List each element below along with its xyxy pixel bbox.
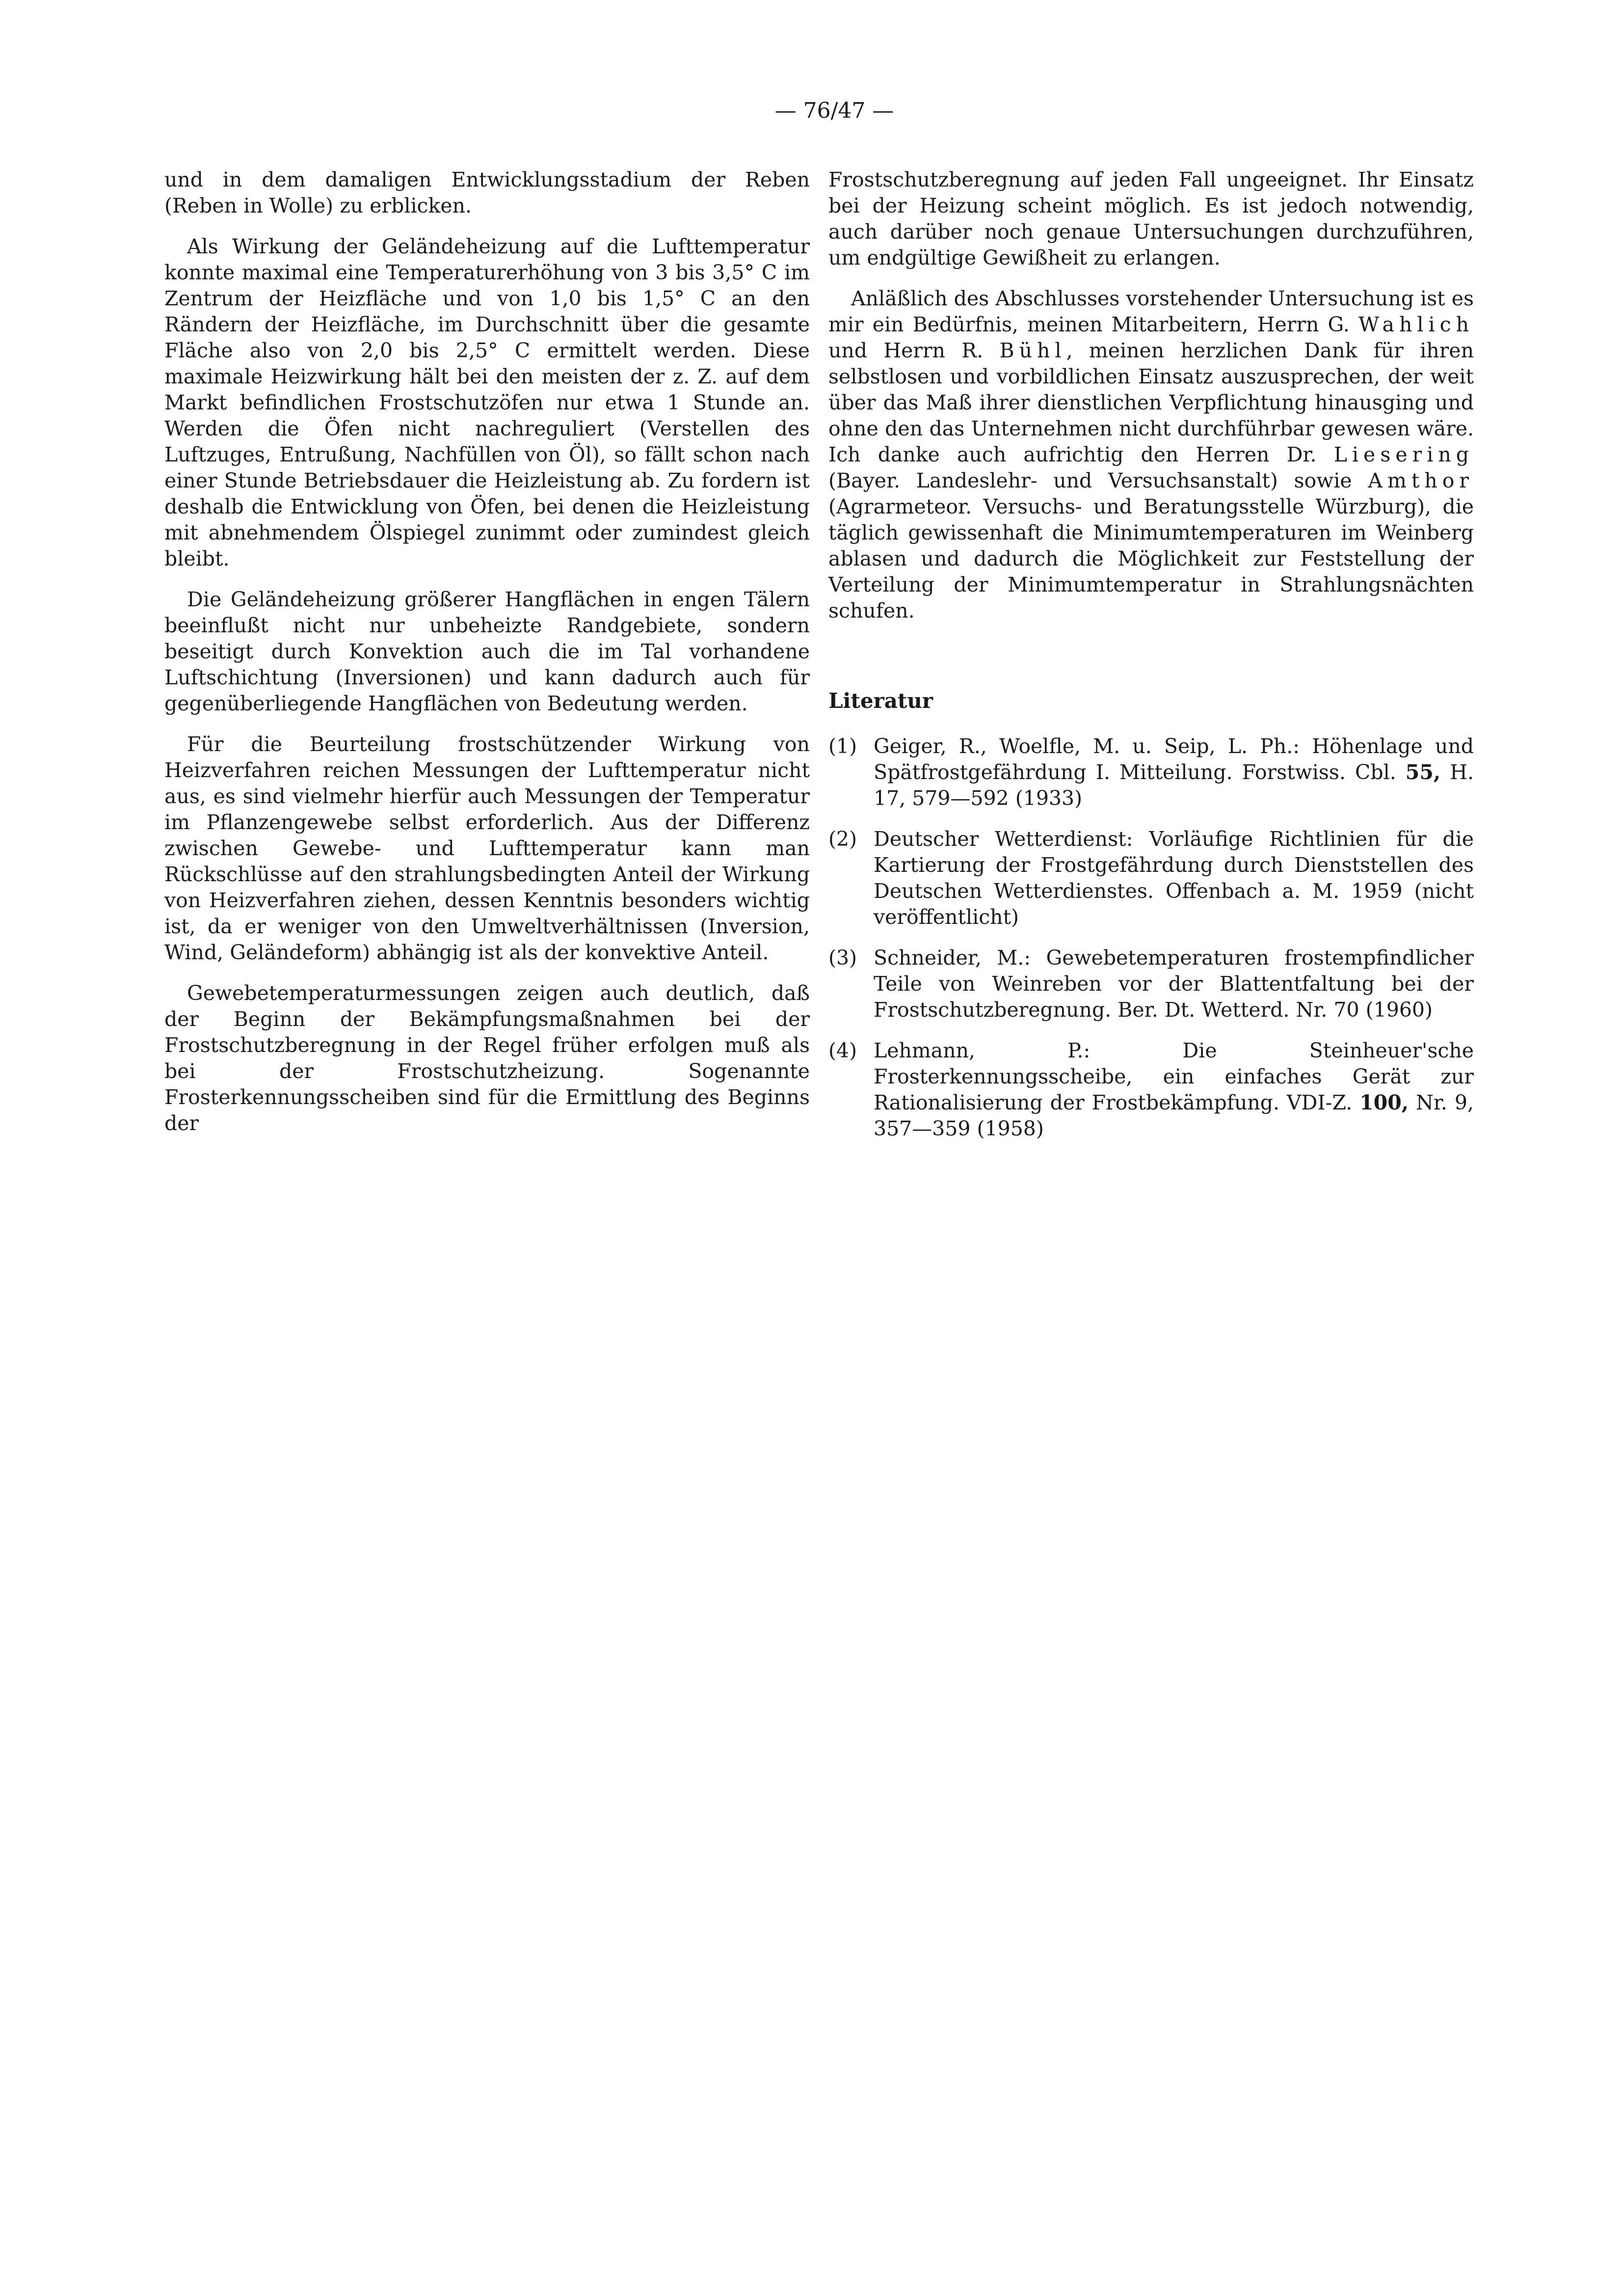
reference-text: Schneider, M.: Gewebetemperaturen frostempfindlicher Teile von Weinreben vor der Blattentfaltung bei der Frostschutzberegnung. Ber. Dt. Wetterd. Nr. 70 (1960) bbox=[874, 946, 1474, 1022]
text-run: Anläßlich des Abschlusses vorstehender Untersuchung ist es mir ein Bedürfnis, meinen Mitarbeitern, Herrn G. bbox=[828, 287, 1474, 336]
reference-item bbox=[828, 733, 1474, 811]
page-number: — 76/47 — bbox=[774, 98, 894, 123]
paragraph: Frostschutzberegnung auf jeden Fall ungeeignet. Ihr Einsatz bei der Heizung scheint möglich. Es ist jedoch notwendig, auch darüber noch genaue Untersuchungen durchzuführen, um endgültige Gewißheit zu erlangen. bbox=[828, 168, 1474, 270]
person-name: Wahlich bbox=[1358, 313, 1474, 336]
reference-number: (4) bbox=[828, 1039, 857, 1062]
reference-text: H. 17, 579—592 (1933) bbox=[874, 760, 1474, 810]
reference-text: Nr. 9, 357—359 (1958) bbox=[874, 1091, 1474, 1140]
person-name: Amthor bbox=[1368, 469, 1474, 492]
text-run: , meinen herzlichen Dank für ihren selbstlosen und vorbildlichen Einsatz auszusprechen, der weit über das Maß ihrer dienstlichen Verpflichtung hinausging und ohne den das Unternehmen nicht durchführbar gewesen wäre. Ich danke auch aufrichtig den Herren Dr. bbox=[828, 339, 1474, 466]
reference-number: (2) bbox=[828, 827, 857, 851]
literature-heading: Literatur bbox=[828, 689, 933, 713]
reference-item bbox=[828, 826, 1474, 930]
person-name: Liesering bbox=[1333, 443, 1474, 466]
paragraph: und in dem damaligen Entwicklungsstadium der Reben (Reben in Wolle) zu erblicken. bbox=[164, 168, 810, 217]
left-column bbox=[164, 167, 810, 1151]
acknowledgement-paragraph bbox=[828, 286, 1474, 624]
reference-number: (3) bbox=[828, 946, 857, 970]
text-run: und Herrn R. bbox=[828, 339, 984, 362]
person-name: Bühl bbox=[999, 339, 1066, 362]
paragraph: Als Wirkung der Geländeheizung auf die Lufttemperatur konnte maximal eine Temperaturerhöhung von 3 bis 3,5° C im Zentrum der Heizfläche und von 1,0 bis 1,5° C an den Rändern der Heizfläche, im Durchschnitt über die gesamte Fläche also von 2,0 bis 2,5° C ermittelt werden. Diese maximale Heizwirkung hält bei den meisten der z. Z. auf dem Markt befindlichen Frostschutzöfen nur etwa 1 Stunde an. Werden die Öfen nicht nachreguliert (Verstellen des Luftzuges, Entrußung, Nachfüllen von Öl), so fällt schon nach einer Stunde Betriebsdauer die Heizleistung ab. Zu fordern ist deshalb die Entwicklung von Öfen, bei denen die Heizleistung mit abnehmendem Ölspiegel zunimmt oder zumindest gleich bleibt. bbox=[164, 235, 810, 570]
reference-volume: 55, bbox=[1405, 760, 1441, 784]
reference-item bbox=[828, 945, 1474, 1023]
paragraph: Die Geländeheizung größerer Hangflächen in engen Tälern beeinflußt nicht nur unbeheizte Randgebiete, sondern beseitigt durch Konvektion auch die im Tal vorhandene Luftschichtung (Inversionen) und kann dadurch auch für gegenüberliegende Hangflächen von Bedeutung werden. bbox=[164, 588, 810, 715]
reference-text: Geiger, R., Woelfle, M. u. Seip, L. Ph.: Höhenlage und Spätfrostgefährdung I. Mitteilung. Forstwiss. Cbl. bbox=[874, 734, 1474, 784]
paragraph: Für die Beurteilung frostschützender Wirkung von Heizverfahren reichen Messungen der Lufttemperatur nicht aus, es sind vielmehr hierfür auch Messungen der Temperatur im Pflanzengewebe selbst erforderlich. Aus der Differenz zwischen Gewebe- und Lufttemperatur kann man Rückschlüsse auf den strahlungsbedingten Anteil der Wirkung von Heizverfahren ziehen, dessen Kenntnis besonders wichtig ist, da er weniger von den Umweltverhältnissen (Inversion, Wind, Geländeform) abhängig ist als der konvektive Anteil. bbox=[164, 732, 810, 964]
paragraph: Gewebetemperaturmessungen zeigen auch deutlich, daß der Beginn der Bekämpfungsmaßnahmen bei der Frostschutzberegnung in der Regel früher erfolgen muß als bei der Frostschutzheizung. Sogenannte Frosterkennungsscheiben sind für die Ermittlung des Beginns der bbox=[164, 981, 810, 1135]
reference-text: Lehmann, P.: Die Steinheuer'sche Frosterkennungsscheibe, ein einfaches Gerät zur Rationalisierung der Frostbekämpfung. VDI-Z. bbox=[874, 1039, 1474, 1114]
reference-number: (1) bbox=[828, 734, 857, 758]
text-run: (Bayer. Landeslehr- und Versuchsanstalt) sowie bbox=[828, 469, 1352, 492]
reference-list bbox=[828, 733, 1474, 1142]
reference-item bbox=[828, 1038, 1474, 1142]
text-run: (Agrarmeteor. Versuchs- und Beratungsstelle Würzburg), die täglich gewissenhaft die Minimumtemperaturen im Weinberg ablasen und dadurch die Möglichkeit zur Feststellung der Verteilung der Minimumtemperatur in Strahlungsnächten schufen. bbox=[828, 495, 1474, 622]
reference-volume: 100, bbox=[1359, 1091, 1409, 1114]
reference-text: Deutscher Wetterdienst: Vorläufige Richtlinien für die Kartierung der Frostgefährdung durch Dienststellen des Deutschen Wetterdienstes. Offenbach a. M. 1959 (nicht veröffentlicht) bbox=[874, 827, 1474, 929]
right-column bbox=[828, 167, 1474, 1157]
